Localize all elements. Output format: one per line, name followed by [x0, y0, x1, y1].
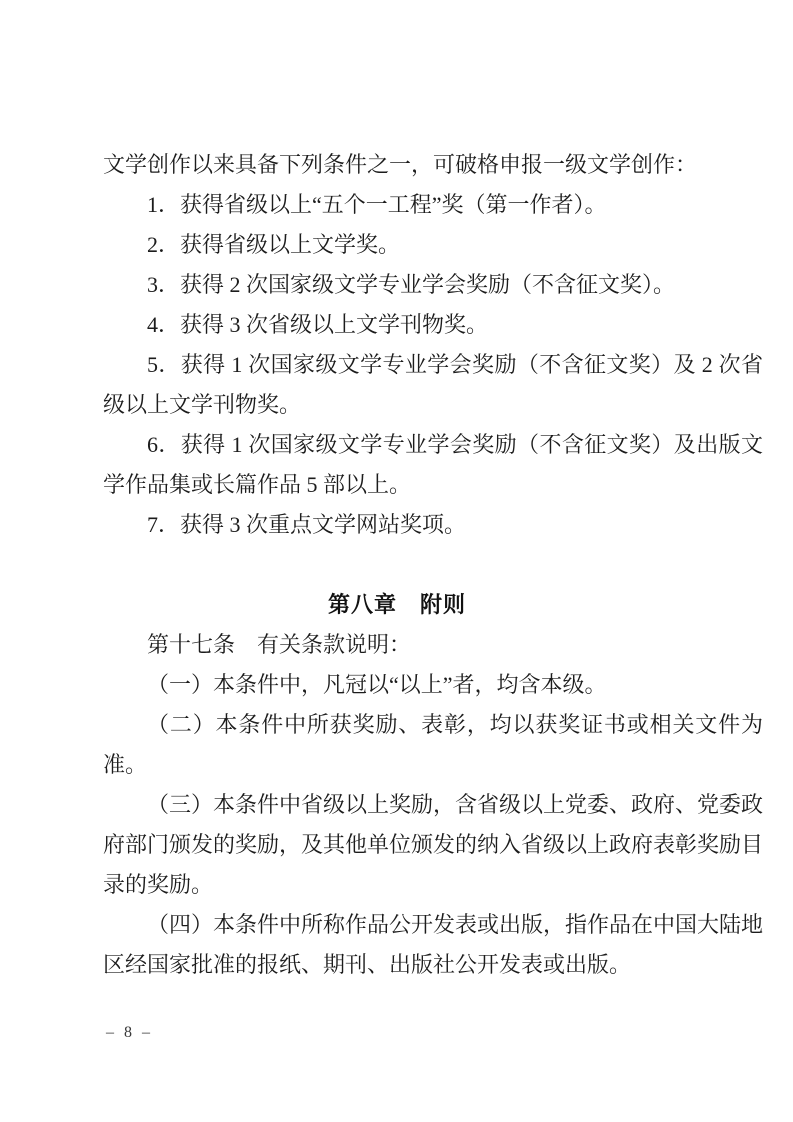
clause-1: （一）本条件中，凡冠以“以上”者，均含本级。	[147, 672, 607, 697]
chapter-heading: 第八章 附则	[327, 592, 466, 617]
page-number: – 8 –	[106, 1024, 153, 1041]
clause-4: （四）本条件中所称作品公开发表或出版，指作品在中国大陆地区经国家批准的报纸、期刊、出版社公开发表或出版。	[103, 912, 764, 977]
clause-2: （二）本条件中所获奖励、表彰，均以获奖证书或相关文件为准。	[103, 712, 763, 777]
article-heading: 第十七条 有关条款说明：	[147, 632, 412, 657]
list-item-1: 1．获得省级以上“五个一工程”奖（第一作者）。	[147, 192, 607, 217]
list-item-5: 5．获得 1 次国家级文学专业学会奖励（不含征文奖）及 2 次省级以上文学刊物奖。	[103, 352, 763, 417]
document-body	[103, 145, 763, 985]
intro-paragraph: 文学创作以来具备下列条件之一，可破格申报一级文学创作：	[103, 152, 698, 177]
list-item-6: 6．获得 1 次国家级文学专业学会奖励（不含征文奖）及出版文学作品集或长篇作品 5 部以上。	[103, 432, 763, 497]
clause-3: （三）本条件中省级以上奖励，含省级以上党委、政府、党委政府部门颁发的奖励，及其他单位颁发的纳入省级以上政府表彰奖励目录的奖励。	[103, 792, 764, 897]
list-item-4: 4．获得 3 次省级以上文学刊物奖。	[147, 312, 489, 337]
list-item-7: 7．获得 3 次重点文学网站奖项。	[147, 512, 467, 537]
list-item-3: 3．获得 2 次国家级文学专业学会奖励（不含征文奖）。	[147, 272, 676, 297]
list-item-2: 2．获得省级以上文学奖。	[147, 232, 401, 257]
